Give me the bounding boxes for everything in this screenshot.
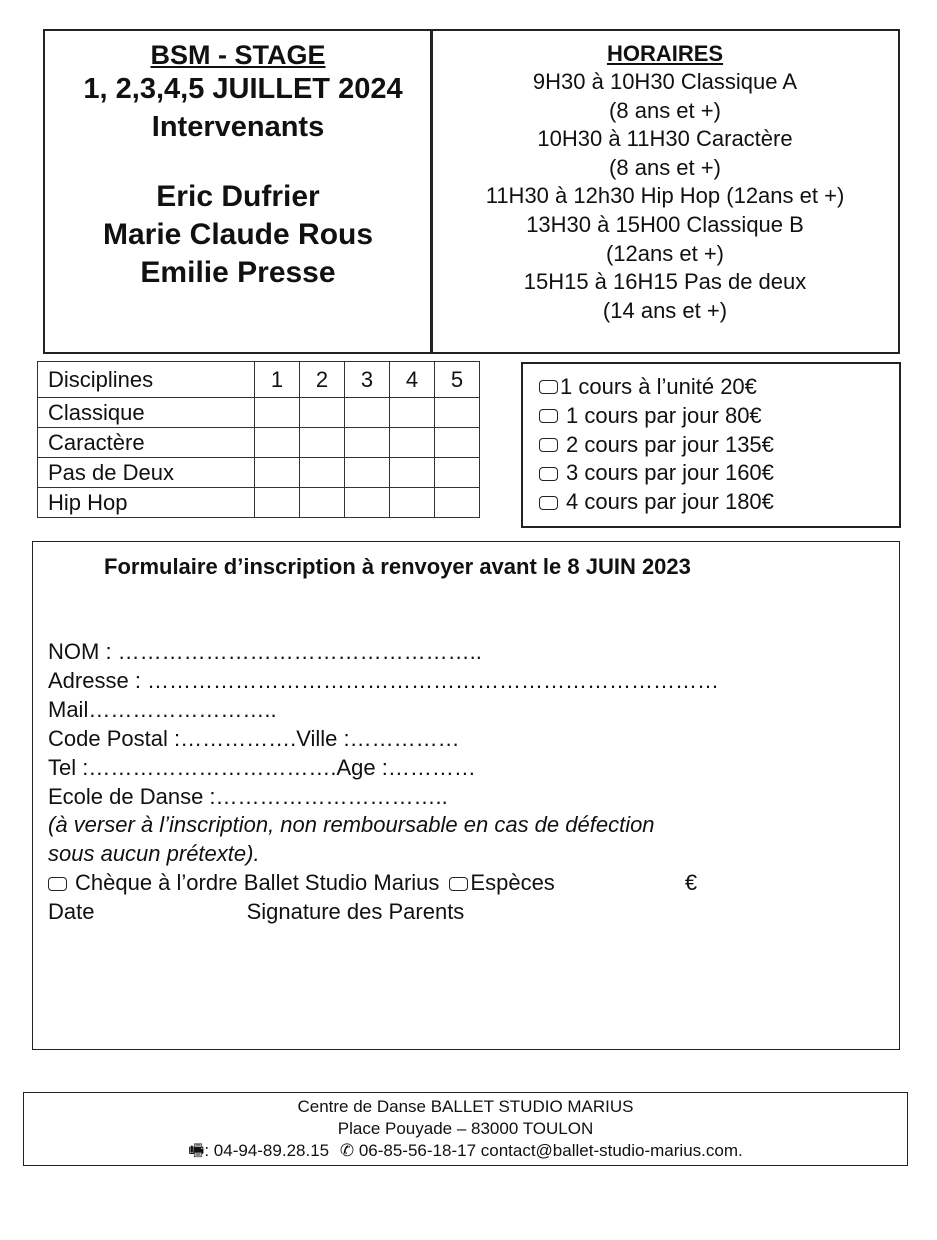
- tarifs-panel: [521, 362, 901, 528]
- price-label: 3 cours par jour 160€: [566, 460, 774, 486]
- footer-contact: [24, 1140, 907, 1162]
- day-cell[interactable]: [435, 398, 480, 428]
- horaire-line: 9H30 à 10H30 Classique A: [532, 69, 798, 94]
- discipline-name: Pas de Deux: [38, 458, 255, 488]
- checkbox[interactable]: [539, 438, 558, 452]
- day-cell[interactable]: [435, 428, 480, 458]
- price-label: 2 cours par jour 135€: [566, 431, 774, 457]
- intervenant-name: Marie Claude Rous: [102, 218, 374, 251]
- stage-dates: 1, 2,3,4,5 JUILLET 2024: [83, 73, 403, 105]
- euro-sign: €: [684, 870, 698, 896]
- checkbox[interactable]: [539, 467, 558, 481]
- stage-title: BSM - STAGE: [150, 40, 326, 70]
- signature-label: Signature des Parents: [246, 899, 465, 925]
- phone-number: : 04-94-89.28.15: [204, 1141, 330, 1160]
- price-option[interactable]: [539, 459, 899, 488]
- fax-icon: 🖷: [188, 1141, 205, 1160]
- day-cell[interactable]: [255, 428, 300, 458]
- day-cell[interactable]: [300, 428, 345, 458]
- code-postal-ville-field[interactable]: Code Postal :…………….Ville :……………: [48, 725, 460, 751]
- table-row: [38, 458, 480, 488]
- day-cell[interactable]: [345, 458, 390, 488]
- table-row: [38, 488, 480, 518]
- horaire-line: (12ans et +): [605, 240, 724, 266]
- price-label: 4 cours par jour 180€: [566, 489, 774, 515]
- day-cell[interactable]: [255, 458, 300, 488]
- especes-label: Espèces: [470, 870, 555, 896]
- payment-row: [48, 869, 719, 898]
- payment-note: sous aucun prétexte).: [48, 841, 260, 867]
- discipline-name: Caractère: [38, 428, 255, 458]
- date-label: Date: [48, 899, 95, 925]
- day-header: 2: [300, 362, 345, 398]
- discipline-name: Hip Hop: [38, 488, 255, 518]
- cheque-checkbox[interactable]: [48, 877, 67, 891]
- day-cell[interactable]: [345, 488, 390, 518]
- horaire-line: 13H30 à 15H00 Classique B: [526, 211, 804, 237]
- stage-header: [43, 29, 433, 354]
- horaires-title: HORAIRES: [606, 41, 724, 66]
- horaire-line: (8 ans et +): [609, 97, 721, 123]
- mobile-contact: 06-85-56-18-17 contact@ballet-studio-marius.com.: [358, 1141, 743, 1160]
- date-signature-row: [48, 898, 719, 927]
- intervenant-name: Eric Dufrier: [156, 180, 320, 213]
- horaire-line: (8 ans et +): [609, 154, 721, 180]
- cheque-label: Chèque à l’ordre Ballet Studio Marius: [75, 870, 440, 896]
- price-option[interactable]: [539, 431, 899, 460]
- day-cell[interactable]: [390, 398, 435, 428]
- day-cell[interactable]: [390, 488, 435, 518]
- payment-note: (à verser à l’inscription, non remboursable en cas de défection: [48, 812, 655, 838]
- checkbox[interactable]: [539, 409, 558, 423]
- day-cell[interactable]: [435, 488, 480, 518]
- disciplines-header: Disciplines: [38, 362, 255, 398]
- adresse-field[interactable]: Adresse : ……………………………………………………………………: [48, 667, 720, 693]
- footer: [23, 1092, 908, 1166]
- ecole-field[interactable]: Ecole de Danse :…………………………..: [48, 783, 448, 809]
- day-cell[interactable]: [300, 398, 345, 428]
- day-cell[interactable]: [435, 458, 480, 488]
- form-fields: [48, 638, 719, 927]
- horaires-panel: [430, 29, 900, 354]
- day-cell[interactable]: [255, 488, 300, 518]
- day-cell[interactable]: [390, 458, 435, 488]
- day-cell[interactable]: [300, 458, 345, 488]
- price-label: 1 cours par jour 80€: [566, 402, 762, 428]
- day-header: 4: [390, 362, 435, 398]
- horaire-line: (14 ans et +): [602, 297, 728, 323]
- inscription-form: [32, 541, 900, 1050]
- horaire-line: 10H30 à 11H30 Caractère: [537, 126, 793, 152]
- price-option[interactable]: [539, 373, 899, 402]
- mail-field[interactable]: Mail……………………..: [48, 696, 277, 722]
- day-cell[interactable]: [390, 428, 435, 458]
- footer-line: Centre de Danse BALLET STUDIO MARIUS: [297, 1097, 634, 1116]
- nom-field[interactable]: NOM : …………………………………………..: [48, 639, 482, 664]
- disciplines-table: [37, 361, 480, 518]
- checkbox[interactable]: [539, 496, 558, 510]
- intervenant-name: Emilie Presse: [140, 256, 336, 289]
- day-header: 1: [255, 362, 300, 398]
- form-title: Formulaire d’inscription à renvoyer avant le 8 JUIN 2023: [104, 554, 691, 579]
- horaire-line: 11H30 à 12h30 Hip Hop (12ans et +): [485, 183, 845, 209]
- price-option[interactable]: [539, 402, 899, 431]
- footer-line: Place Pouyade – 83000 TOULON: [337, 1119, 594, 1138]
- tel-age-field[interactable]: Tel :…………………………….Age :…………: [48, 754, 476, 780]
- day-cell[interactable]: [345, 398, 390, 428]
- table-row: [38, 428, 480, 458]
- day-cell[interactable]: [345, 428, 390, 458]
- phone-icon: ✆: [339, 1141, 355, 1160]
- table-header-row: [38, 362, 480, 398]
- checkbox[interactable]: [539, 380, 558, 394]
- price-label: 1 cours à l’unité 20€: [560, 374, 757, 399]
- intervenants-heading: Intervenants: [151, 111, 325, 143]
- table-row: [38, 398, 480, 428]
- day-cell[interactable]: [300, 488, 345, 518]
- especes-checkbox[interactable]: [449, 877, 468, 891]
- discipline-name: Classique: [38, 398, 255, 428]
- horaire-line: 15H15 à 16H15 Pas de deux: [523, 269, 807, 295]
- price-option[interactable]: [539, 488, 899, 517]
- day-cell[interactable]: [255, 398, 300, 428]
- intervenants-list: [45, 178, 431, 292]
- day-header: 3: [345, 362, 390, 398]
- day-header: 5: [435, 362, 480, 398]
